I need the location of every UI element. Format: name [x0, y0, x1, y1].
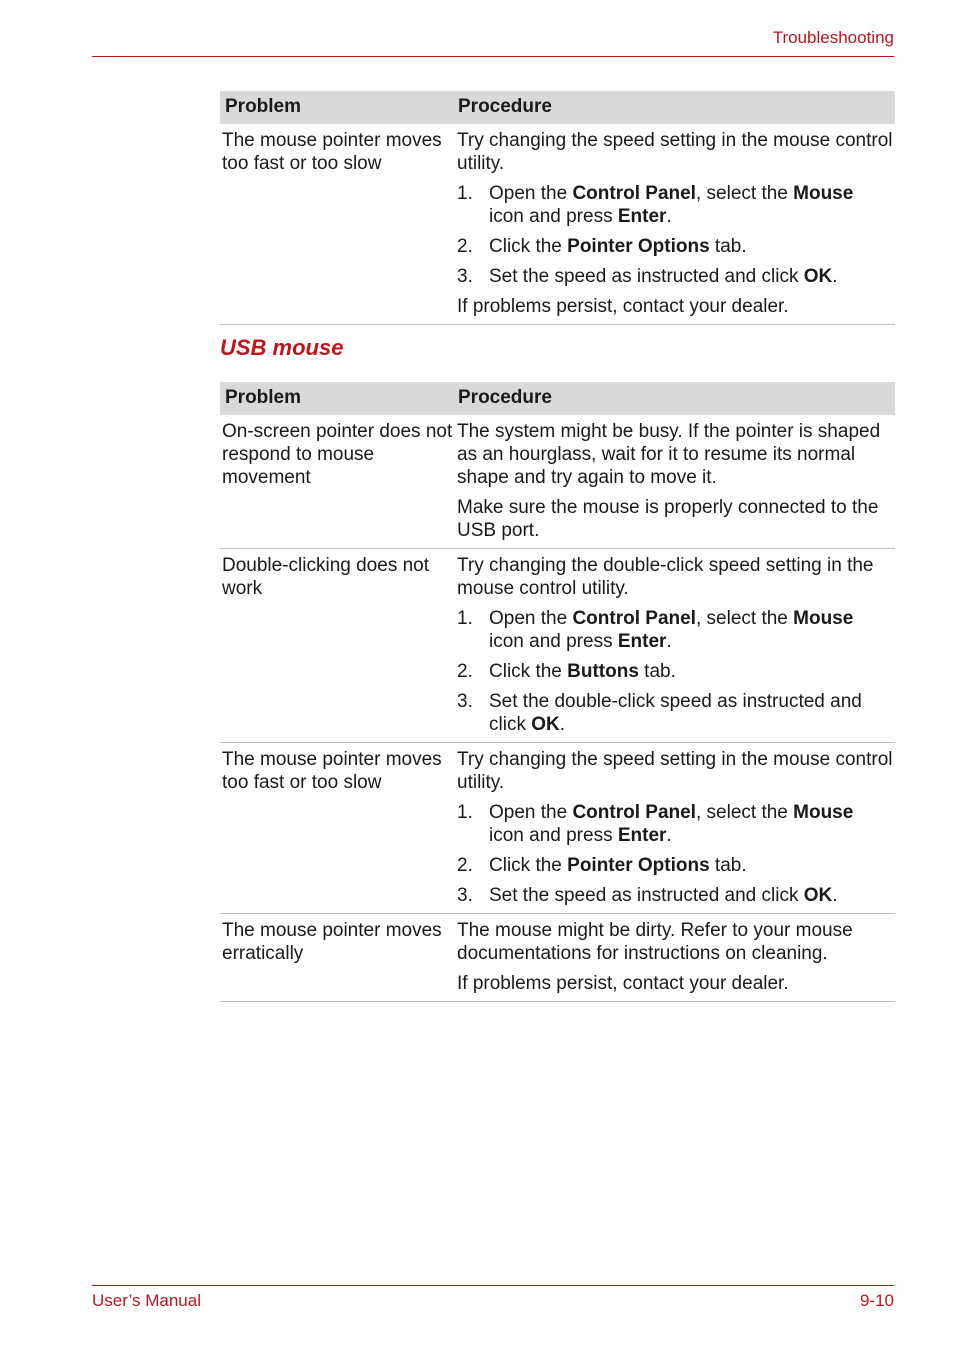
column-header-problem: Problem — [220, 91, 453, 124]
table-row — [220, 415, 895, 549]
footer-manual-title: User’s Manual — [92, 1291, 201, 1310]
table-header-row — [220, 382, 895, 415]
column-header-procedure: Procedure — [453, 382, 895, 415]
procedure-intro: Try changing the speed setting in the mouse control utility. — [457, 130, 893, 174]
footer-rule — [92, 1285, 894, 1286]
troubleshooting-table-mouse — [220, 91, 895, 325]
procedure-cell — [453, 415, 895, 549]
step-item: 3. Set the double-click speed as instructed and click OK. — [457, 691, 862, 735]
procedure-intro: Try changing the speed setting in the mouse control utility. — [457, 749, 893, 793]
procedure-steps — [457, 607, 893, 736]
problem-cell: The mouse pointer moves too fast or too slow — [222, 130, 442, 174]
table-row — [220, 124, 895, 325]
procedure-intro: Try changing the double-click speed setting in the mouse control utility. — [457, 555, 874, 599]
page-number: 9-10 — [859, 1291, 894, 1310]
procedure-cell — [453, 549, 895, 743]
procedure-paragraph: The mouse might be dirty. Refer to your mouse documentations for instructions on cleaning. — [457, 920, 853, 964]
column-header-problem: Problem — [220, 382, 453, 415]
table-row — [220, 549, 895, 743]
step-item: 2. Click the Pointer Options tab. — [457, 236, 747, 257]
column-header-procedure: Procedure — [453, 91, 895, 124]
procedure-steps — [457, 182, 893, 288]
problem-cell: Double-clicking does not work — [222, 555, 430, 599]
problem-cell: The mouse pointer moves erratically — [222, 920, 442, 964]
procedure-cell — [453, 124, 895, 325]
procedure-steps — [457, 801, 893, 907]
step-item: 2. Click the Buttons tab. — [457, 661, 676, 682]
running-header: Troubleshooting — [772, 28, 894, 47]
procedure-paragraph: The system might be busy. If the pointer is shaped as an hourglass, wait for it to resume its normal shape and try again to move it. — [457, 421, 881, 488]
step-item: 1. Open the Control Panel, select the Mouse icon and press Enter. — [457, 608, 854, 652]
procedure-outro: If problems persist, contact your dealer. — [457, 296, 789, 317]
section-title: USB mouse — [220, 335, 344, 360]
step-item: 1. Open the Control Panel, select the Mouse icon and press Enter. — [457, 183, 854, 227]
troubleshooting-table-usb-mouse — [220, 382, 895, 1002]
procedure-cell — [453, 743, 895, 914]
step-item: 3. Set the speed as instructed and click OK. — [457, 266, 838, 287]
problem-cell: The mouse pointer moves too fast or too slow — [222, 749, 442, 793]
step-item: 3. Set the speed as instructed and click OK. — [457, 885, 838, 906]
procedure-cell — [453, 914, 895, 1002]
procedure-paragraph: If problems persist, contact your dealer. — [457, 973, 789, 994]
table-row — [220, 914, 895, 1002]
header-rule — [92, 56, 894, 57]
table-row — [220, 743, 895, 914]
problem-cell: On-screen pointer does not respond to mouse movement — [222, 421, 453, 488]
step-item: 1. Open the Control Panel, select the Mouse icon and press Enter. — [457, 802, 854, 846]
table-header-row — [220, 91, 895, 124]
procedure-paragraph: Make sure the mouse is properly connected to the USB port. — [457, 497, 879, 541]
step-item: 2. Click the Pointer Options tab. — [457, 855, 747, 876]
